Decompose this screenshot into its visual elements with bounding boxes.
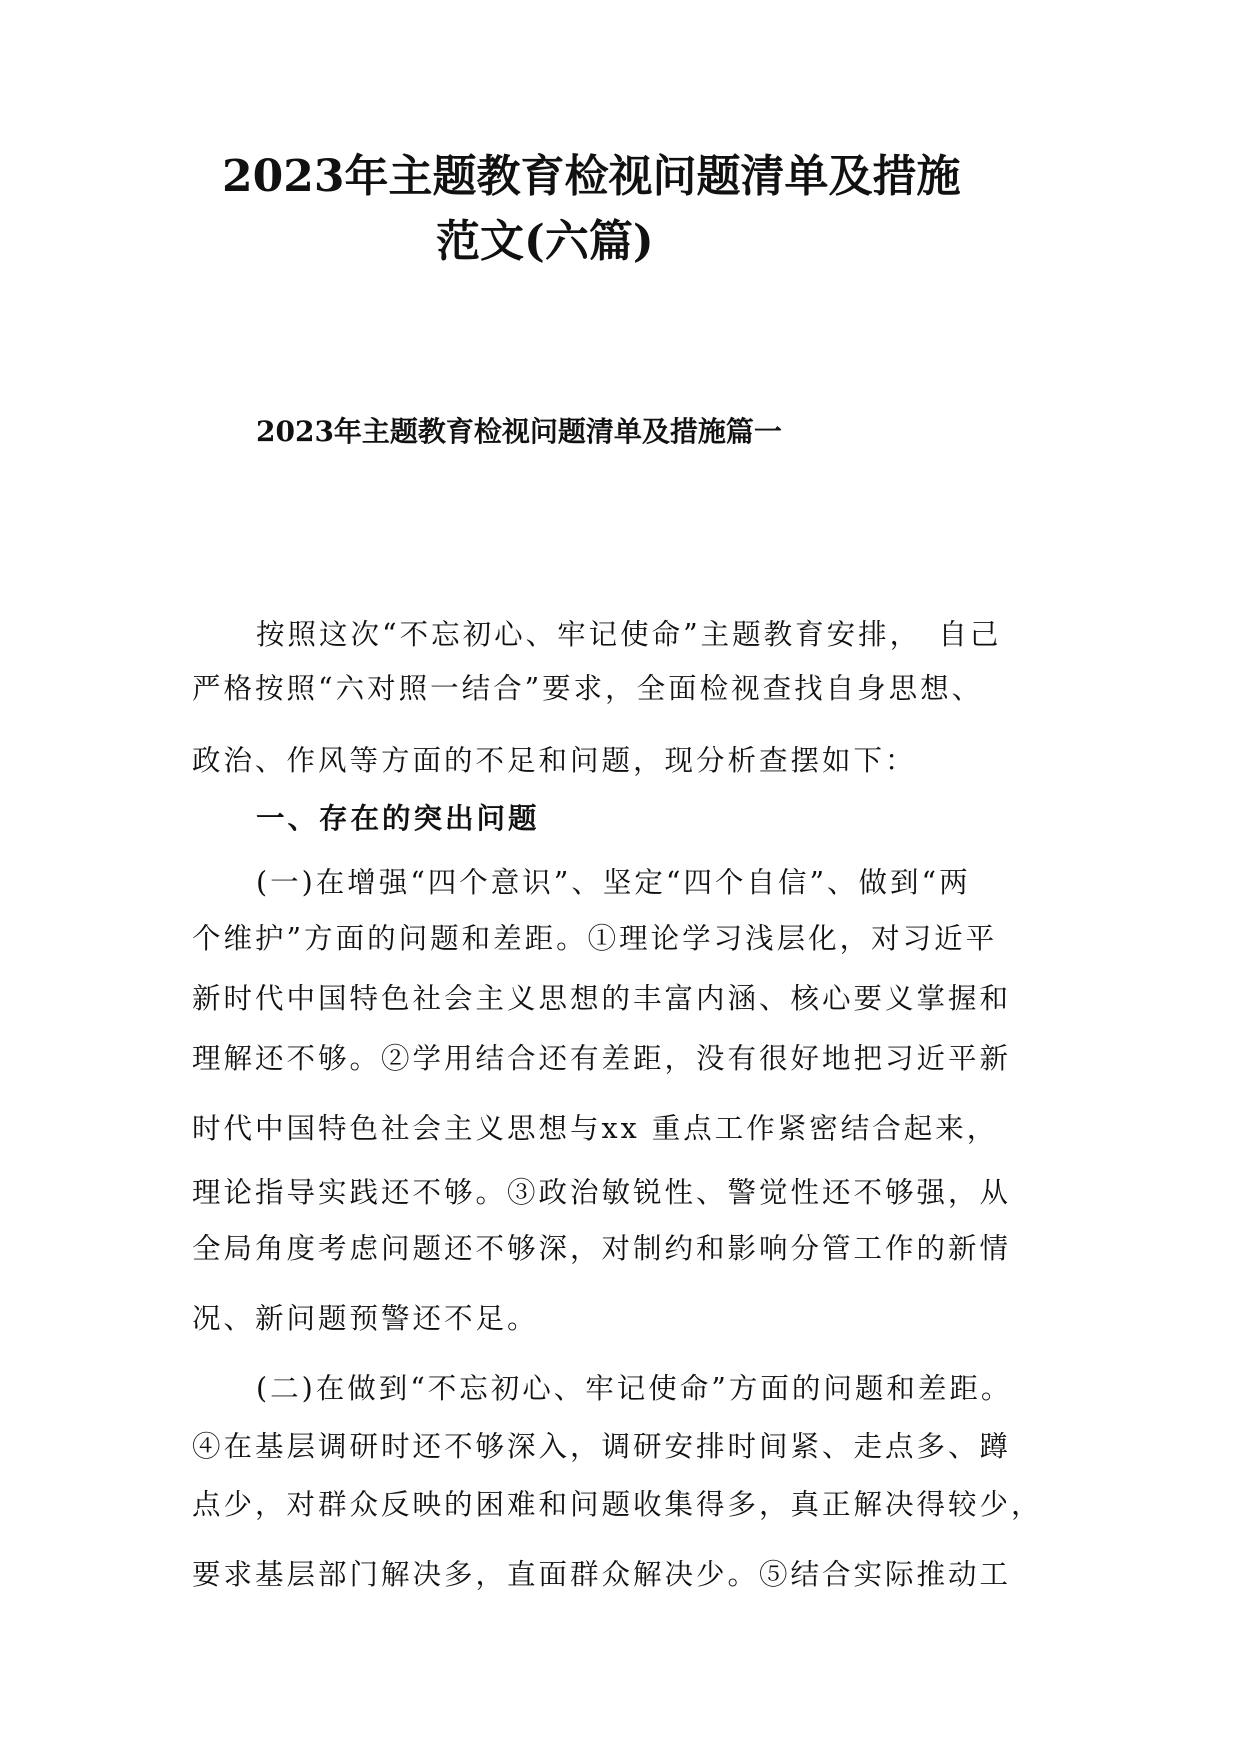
- para1-line-3: 新时代中国特色社会主义思想的丰富内涵、核心要义掌握和: [192, 982, 1012, 1015]
- section-subtitle: 2023年主题教育检视问题清单及措施篇一: [256, 415, 782, 448]
- intro-line-3: 政治、作风等方面的不足和问题，现分析查摆如下：: [192, 744, 917, 777]
- para2-line-3: 点少，对群众反映的困难和问题收集得多，真正解决得较少，: [192, 1488, 1043, 1521]
- document-title-line-1: 2023年主题教育检视问题清单及措施: [222, 151, 961, 202]
- para1-line-2: 个维护”方面的问题和差距。①理论学习浅层化，对习近平: [192, 922, 998, 955]
- para2-line-2: ④在基层调研时还不够深入，调研安排时间紧、走点多、蹲: [192, 1430, 1012, 1463]
- section-heading-problems: 一、存在的突出问题: [256, 801, 540, 835]
- para1-line-4: 理解还不够。②学用结合还有差距，没有很好地把习近平新: [192, 1042, 1012, 1075]
- intro-line-2: 严格按照“六对照一结合”要求，全面检视查找自身思想、: [192, 672, 984, 705]
- para1-line-1: (一)在增强“四个意识”、坚定“四个自信”、做到“两: [256, 866, 971, 899]
- intro-line-1: 按照这次“不忘初心、牢记使命”主题教育安排， 自己: [256, 618, 1002, 651]
- para2-line-1: (二)在做到“不忘初心、牢记使命”方面的问题和差距。: [256, 1372, 1013, 1405]
- document-title-line-2: 范文(六篇): [436, 216, 654, 267]
- para1-line-7: 全局角度考虑问题还不够深，对制约和影响分管工作的新情: [192, 1232, 1012, 1265]
- para1-line-6: 理论指导实践还不够。③政治敏锐性、警觉性还不够强，从: [192, 1176, 1012, 1209]
- para1-line-8: 况、新问题预警还不足。: [192, 1302, 539, 1335]
- para1-line-5: 时代中国特色社会主义思想与xx 重点工作紧密结合起来，: [192, 1112, 999, 1145]
- para2-line-4: 要求基层部门解决多，直面群众解决少。⑤结合实际推动工: [192, 1558, 1012, 1591]
